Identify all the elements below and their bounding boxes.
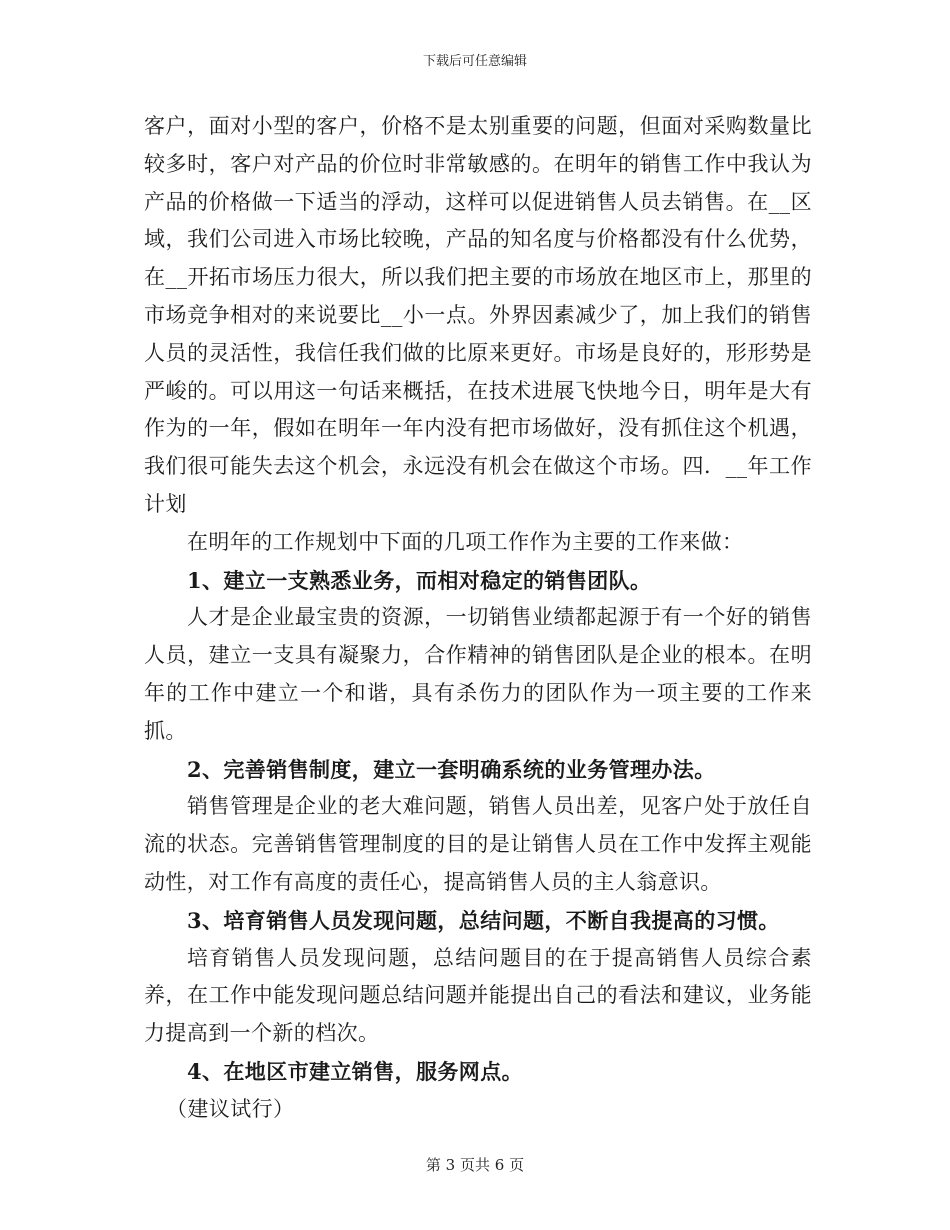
paragraph-market-analysis: 客户，面对小型的客户，价格不是太别重要的问题，但面对采购数量比较多时，客户对产品的价位时非常敏感的。在明年的销售工作中我认为产品的价格做一下适当的浮动，这样可以促进销售人员去销售。在__区域，我们公司进入市场比较晚，产品的知名度与价格都没有什么优势，在__开拓市场压力很大，所以我们把主要的市场放在地区市上，那里的市场竞争相对的来说要比__小一点。外界因素减少了，加上我们的销售人员的灵活性，我信任我们做的比原来更好。市场是良好的，形形势是严峻的。可以用这一句话来概括，在技术进展飞快地今日，明年是大有作为的一年，假如在明年一年内没有把市场做好，没有抓住这个机遇，我们很可能失去这个机会，永远没有机会在做这个市场。四．__年工作计划 (144, 114, 812, 516)
heading-sales-team: 1、建立一支熟悉业务，而相对稳定的销售团队。 (187, 567, 652, 593)
paragraph-sales-system: 销售管理是企业的老大难问题，销售人员出差，见客户处于放任自流的状态。完善销售管理制度的目的是让销售人员在工作中发挥主观能动性，对工作有高度的责任心，提高销售人员的主人翁意识。 (144, 794, 812, 894)
heading-sales-system: 2、完善销售制度，建立一套明确系统的业务管理办法。 (187, 756, 716, 782)
note-suggestion: （建议试行） (166, 1096, 295, 1121)
heading-service-outlets: 4、在地区市建立销售，服务网点。 (187, 1058, 524, 1084)
paragraph-plan-intro: 在明年的工作规划中下面的几项工作作为主要的工作来做： (187, 529, 744, 554)
paragraph-sales-team: 人才是企业最宝贵的资源，一切销售业绩都起源于有一个好的销售人员，建立一支具有凝聚力，合作精神的销售团队是企业的根本。在明年的工作中建立一个和谐，具有杀伤力的团队作为一项主要的工作来抓。 (144, 605, 812, 743)
page-header: 下载后可任意编辑 (422, 54, 527, 69)
document-body (144, 108, 812, 1129)
heading-self-improvement: 3、培育销售人员发现问题，总结问题，不断自我提高的习惯。 (187, 907, 780, 933)
page-footer: 第 3 页共 6 页 (425, 1156, 525, 1174)
paragraph-self-improvement: 培育销售人员发现问题，总结问题目的在于提高销售人员综合素养，在工作中能发现问题总结问题并能提出自己的看法和建议，业务能力提高到一个新的档次。 (144, 945, 812, 1046)
